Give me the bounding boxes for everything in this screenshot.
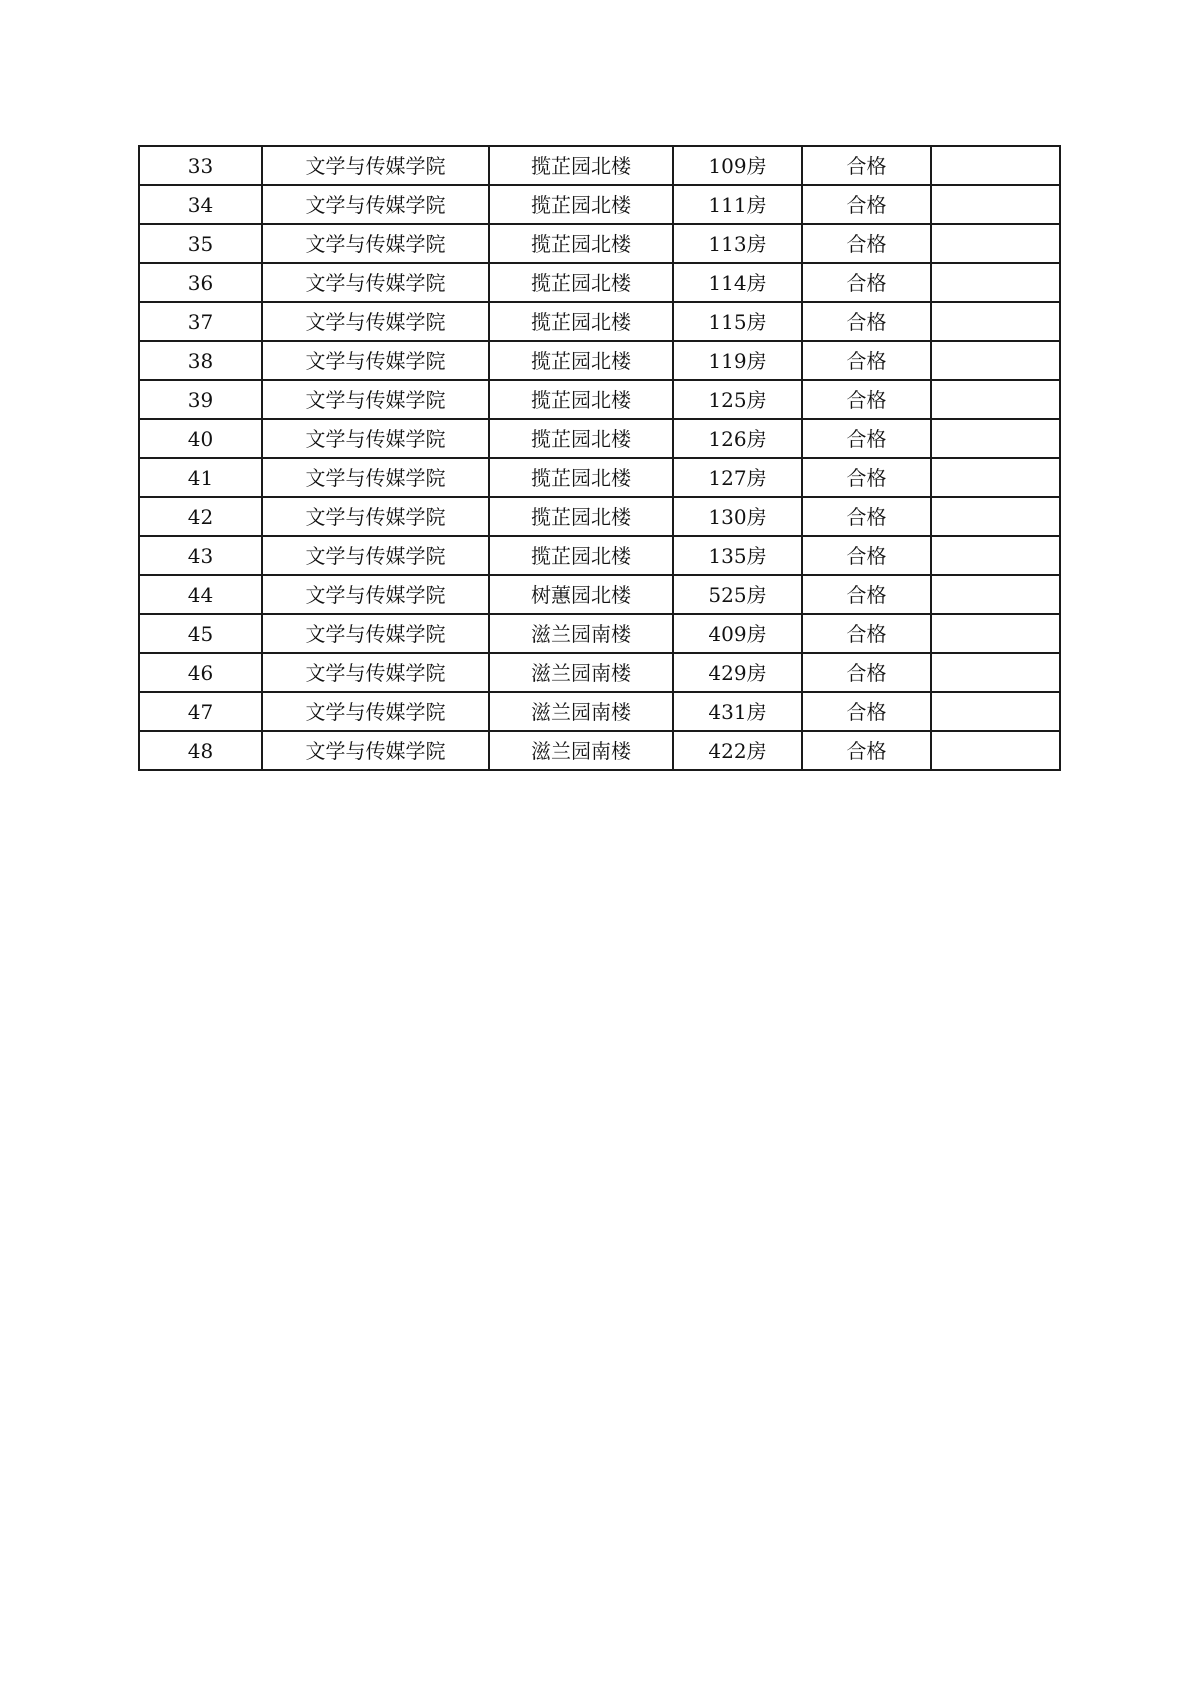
building-cell: 树蕙园北楼	[489, 575, 673, 614]
result-cell: 合格	[802, 653, 931, 692]
row-number-cell: 35	[139, 224, 262, 263]
room-cell: 115房	[673, 302, 802, 341]
result-cell: 合格	[802, 224, 931, 263]
row-number-cell: 48	[139, 731, 262, 770]
room-cell: 409房	[673, 614, 802, 653]
note-cell	[931, 419, 1060, 458]
table-row	[139, 146, 1060, 185]
note-cell	[931, 380, 1060, 419]
room-cell: 429房	[673, 653, 802, 692]
note-cell	[931, 497, 1060, 536]
note-cell	[931, 224, 1060, 263]
college-cell: 文学与传媒学院	[262, 497, 489, 536]
row-number-cell: 39	[139, 380, 262, 419]
college-cell: 文学与传媒学院	[262, 653, 489, 692]
note-cell	[931, 185, 1060, 224]
table-row	[139, 341, 1060, 380]
result-cell: 合格	[802, 302, 931, 341]
college-cell: 文学与传媒学院	[262, 458, 489, 497]
result-cell: 合格	[802, 731, 931, 770]
note-cell	[931, 341, 1060, 380]
room-cell: 125房	[673, 380, 802, 419]
building-cell: 揽芷园北楼	[489, 263, 673, 302]
result-cell: 合格	[802, 458, 931, 497]
result-cell: 合格	[802, 341, 931, 380]
result-cell: 合格	[802, 185, 931, 224]
building-cell: 滋兰园南楼	[489, 731, 673, 770]
note-cell	[931, 536, 1060, 575]
note-cell	[931, 263, 1060, 302]
note-cell	[931, 458, 1060, 497]
room-cell: 422房	[673, 731, 802, 770]
table-row	[139, 419, 1060, 458]
room-cell: 126房	[673, 419, 802, 458]
result-cell: 合格	[802, 614, 931, 653]
row-number-cell: 36	[139, 263, 262, 302]
building-cell: 揽芷园北楼	[489, 419, 673, 458]
college-cell: 文学与传媒学院	[262, 614, 489, 653]
result-cell: 合格	[802, 536, 931, 575]
row-number-cell: 33	[139, 146, 262, 185]
table-row	[139, 302, 1060, 341]
row-number-cell: 37	[139, 302, 262, 341]
note-cell	[931, 302, 1060, 341]
note-cell	[931, 614, 1060, 653]
college-cell: 文学与传媒学院	[262, 692, 489, 731]
row-number-cell: 47	[139, 692, 262, 731]
table-row	[139, 614, 1060, 653]
table-row	[139, 575, 1060, 614]
table-row	[139, 185, 1060, 224]
table-row	[139, 263, 1060, 302]
room-cell: 119房	[673, 341, 802, 380]
college-cell: 文学与传媒学院	[262, 185, 489, 224]
room-cell: 135房	[673, 536, 802, 575]
row-number-cell: 45	[139, 614, 262, 653]
row-number-cell: 38	[139, 341, 262, 380]
note-cell	[931, 731, 1060, 770]
room-cell: 431房	[673, 692, 802, 731]
college-cell: 文学与传媒学院	[262, 380, 489, 419]
room-cell: 109房	[673, 146, 802, 185]
row-number-cell: 43	[139, 536, 262, 575]
row-number-cell: 46	[139, 653, 262, 692]
building-cell: 滋兰园南楼	[489, 653, 673, 692]
row-number-cell: 42	[139, 497, 262, 536]
building-cell: 揽芷园北楼	[489, 341, 673, 380]
table-row	[139, 224, 1060, 263]
result-cell: 合格	[802, 692, 931, 731]
college-cell: 文学与传媒学院	[262, 224, 489, 263]
result-cell: 合格	[802, 263, 931, 302]
note-cell	[931, 575, 1060, 614]
result-cell: 合格	[802, 380, 931, 419]
table-row	[139, 497, 1060, 536]
room-cell: 113房	[673, 224, 802, 263]
room-cell: 111房	[673, 185, 802, 224]
room-cell: 525房	[673, 575, 802, 614]
building-cell: 揽芷园北楼	[489, 497, 673, 536]
table-row	[139, 731, 1060, 770]
table-row	[139, 380, 1060, 419]
note-cell	[931, 692, 1060, 731]
note-cell	[931, 653, 1060, 692]
college-cell: 文学与传媒学院	[262, 263, 489, 302]
college-cell: 文学与传媒学院	[262, 731, 489, 770]
result-cell: 合格	[802, 575, 931, 614]
room-cell: 114房	[673, 263, 802, 302]
table-body	[139, 146, 1060, 770]
college-cell: 文学与传媒学院	[262, 575, 489, 614]
room-cell: 130房	[673, 497, 802, 536]
row-number-cell: 44	[139, 575, 262, 614]
table-row	[139, 692, 1060, 731]
building-cell: 揽芷园北楼	[489, 224, 673, 263]
dormitory-inspection-table	[138, 145, 1061, 771]
building-cell: 揽芷园北楼	[489, 536, 673, 575]
college-cell: 文学与传媒学院	[262, 146, 489, 185]
result-cell: 合格	[802, 419, 931, 458]
table-row	[139, 653, 1060, 692]
row-number-cell: 34	[139, 185, 262, 224]
college-cell: 文学与传媒学院	[262, 536, 489, 575]
building-cell: 揽芷园北楼	[489, 185, 673, 224]
building-cell: 揽芷园北楼	[489, 380, 673, 419]
note-cell	[931, 146, 1060, 185]
building-cell: 揽芷园北楼	[489, 146, 673, 185]
building-cell: 揽芷园北楼	[489, 458, 673, 497]
college-cell: 文学与传媒学院	[262, 302, 489, 341]
college-cell: 文学与传媒学院	[262, 419, 489, 458]
result-cell: 合格	[802, 146, 931, 185]
room-cell: 127房	[673, 458, 802, 497]
college-cell: 文学与传媒学院	[262, 341, 489, 380]
building-cell: 揽芷园北楼	[489, 302, 673, 341]
table-row	[139, 536, 1060, 575]
row-number-cell: 41	[139, 458, 262, 497]
result-cell: 合格	[802, 497, 931, 536]
row-number-cell: 40	[139, 419, 262, 458]
building-cell: 滋兰园南楼	[489, 692, 673, 731]
building-cell: 滋兰园南楼	[489, 614, 673, 653]
table-row	[139, 458, 1060, 497]
